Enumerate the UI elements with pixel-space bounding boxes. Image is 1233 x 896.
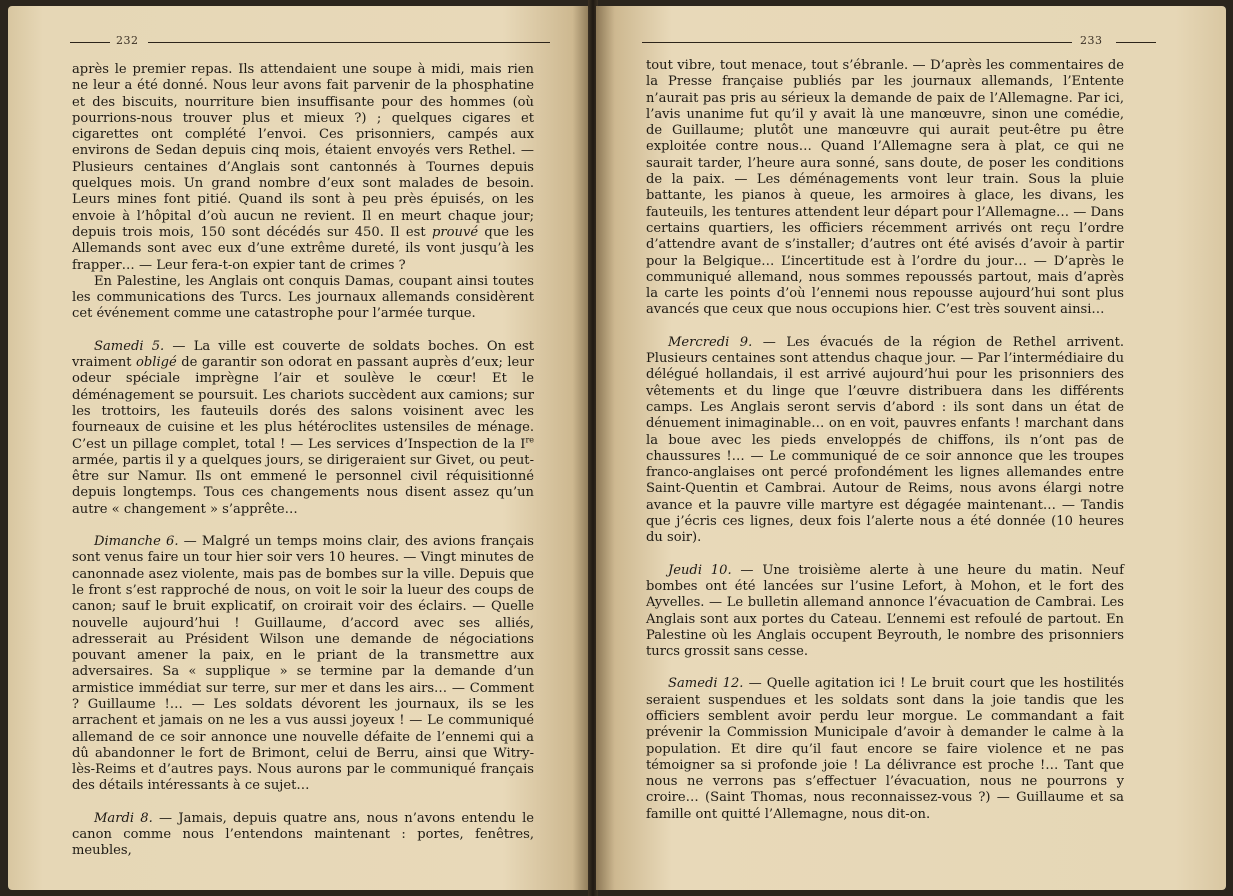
header-rule <box>1116 42 1156 43</box>
paragraph <box>646 563 1124 661</box>
italic-text: prouvé <box>431 224 479 240</box>
italic-text: Mardi 8. <box>94 810 153 826</box>
italic-text: Dimanche 6. <box>94 534 179 550</box>
superscript-text: re <box>525 435 534 445</box>
italic-text: Samedi 5. <box>94 338 165 354</box>
page-number: 233 <box>1080 34 1103 47</box>
paragraph <box>72 62 534 274</box>
page-number: 232 <box>116 34 139 47</box>
right-page-text <box>646 58 1124 823</box>
paragraph-text: — Les évacués de la région de Rethel arrivent. Plusieurs centaines sont attendus chaque jour. — Par l’intermédiaire du délégué hollandais, il est arrivé aujourd’hui pour les prisonniers des vêtements et du linge que l’œuvre distribuera dans les différents camps. Les Anglais seront servis d’abord : ils sont dans un état de dénuement inimaginable… on en voit, pauvres enfants ! marchant dans la boue avec les pieds enveloppés de chiffons, ils n’ont pas de chaussures !… — Le communiqué de ce soir annonce que les troupes franco-anglaises ont percé profondément les lignes allemandes entre Saint-Quentin et Cambrai. Autour de Reims, nous avons élargi notre avance et la pauvre ville martyre est dégagée maintenant… — Tandis que j’écris ces lignes, deux fois l’alerte nous a été donnée (10 heures du soir). <box>646 334 1125 546</box>
paragraph-text: que les Allemands sont avec eux d’une extrême dureté, ils vont jusqu’à les frapper… — Leur fera-t-on expier tant de crimes ? <box>72 224 534 273</box>
right-page-header <box>642 34 1142 50</box>
paragraph <box>646 58 1124 319</box>
paragraph-text: — La ville est couverte de soldats boches. On est vraiment <box>72 338 535 371</box>
paragraph-text: — Malgré un temps moins clair, des avions français sont venus faire un tour hier soir vers 10 heures. — Vingt minutes de canonnade asez violente, mais pas de bombes sur la ville. Depuis que le front s’est rapproché de nous, on voit le soir la lueur des coups de canon; sauf le bruit explicatif, on croirait voir des éclairs. — Quelle nouvelle aujourd’hui ! Guillaume, d’accord avec ses alliés, adresserait au Président Wilson une demande de négociations pouvant amener la paix, en le priant de la transmettre aux adversaires. Sa « supplique » se termine par la demande d’un armistice immédiat sur terre, sur mer et dans les airs… — Comment ? Guillaume !… — Les soldats dévorent les journaux, ils se les arrachent et jamais on ne les a vus aussi joyeux ! — Le communiqué allemand de ce soir annonce une nouvelle défaite de l’ennemi qui a dû abandonner le fort de Brimont, celui de Berru, ainsi que Witry-lès-Reims et d’autres pays. Nous aurons par le communiqué français des détails intéressants à ce sujet… <box>72 534 535 794</box>
paragraph-text: de garantir son odorat en passant auprès d’eux; leur odeur spéciale imprègne l’air et soulève le cœur! Et le déménagement se poursuit. Les chariots succèdent aux camions; sur les trottoirs, les fauteuils dorés des salons voisinent avec les fourneaux de cuisine et les plus hétéroclites ustensiles de ménage. C’est un pillage complet, total ! — Les services d’Inspection de la I <box>72 355 534 452</box>
italic-text: Jeudi 10. <box>668 562 732 578</box>
paragraph-text: — Jamais, depuis quatre ans, nous n’avons entendu le canon comme nous l’entendons maintenant : portes, fenêtres, meubles, <box>72 810 534 859</box>
paragraph-text: — Quelle agitation ici ! Le bruit court que les hostilités seraient suspendues et les soldats sont dans la joie tandis que les officiers semblent avoir perdu leur morgue. Le commandant a fait prévenir la Commission Municipale d’avoir à demander le calme à la population. Et dire qu’il faut encore se faire violence et ne pas témoigner sa si profonde joie ! La délivrance est proche !… Tant que nous ne verrons pas s’effectuer l’évacuation, nous ne pourrons y croire… (Saint Thomas, nous reconnaissez-vous ?) — Guillaume et sa famille ont quitté l’Allemagne, nous dit-on. <box>646 676 1124 822</box>
paragraph-text: après le premier repas. Ils attendaient une soupe à midi, mais rien ne leur a été donné. Nous leur avons fait parvenir de la phosphatine et des biscuits, nourriture bien insuffisante pour des hommes (où pourrions-nous trouver plus et mieux ?) ; quelques cigares et cigarettes ont complété l’envoi. Ces prisonniers, campés aux environs de Sedan depuis cinq mois, étaient envoyés vers Rethel. — Plusieurs centaines d’Anglais sont cantonnés à Tournes depuis quelques mois. Un grand nombre d’eux sont malades de besoin. Leurs mines font pitié. Quand ils sont à peu près épuisés, on les envoie à l’hôpital d’où aucun ne revient. Il en meurt chaque jour; depuis trois mois, 150 sont décédés sur 450. Il est <box>72 62 534 240</box>
paragraph <box>72 811 534 860</box>
paragraph <box>646 676 1124 823</box>
italic-text: obligé <box>136 355 177 371</box>
paragraph-text: — Une troisième alerte à une heure du matin. Neuf bombes ont été lancées sur l’usine Lefort, à Mohon, et le fort des Ayvelles. — Le bulletin allemand annonce l’évacuation de Cambrai. Les Anglais sont aux portes du Cateau. L’ennemi est refoulé de partout. En Palestine où les Anglais occupent Beyrouth, le nombre des prisonniers turcs grossit sans cesse. <box>646 562 1124 660</box>
left-page-text <box>72 62 534 860</box>
paragraph <box>72 534 534 795</box>
left-page <box>8 6 590 890</box>
right-page <box>596 6 1226 890</box>
italic-text: Mercredi 9. <box>668 334 753 350</box>
header-rule <box>148 42 550 43</box>
left-page-header <box>70 34 550 50</box>
paragraph-text: tout vibre, tout menace, tout s’ébranle. — D’après les commentaires de la Presse française publiés par les journaux allemands, l’Entente n’aurait pas pris au sérieux la demande de paix de l’Allemagne. Par ici, l’avis unanime fut qu’il y avait là une manœuvre, sinon une comédie, de Guillaume; plutôt une manœuvre qui aurait peut-être pu être exploitée contre nous… Quand l’Allemagne sera à plat, ce qui ne saurait tarder, l’heure aura sonné, sans doute, de poser les conditions de la paix. — Les déménagements vont leur train. Sous la pluie battante, les pianos à queue, les armoires à glace, les divans, les fauteuils, les tentures attendent leur départ pour l’Allemagne… — Dans certains quartiers, les officiers récemment arrivés ont reçu l’ordre d’attendre avant de s’installer; d’autres ont été avisés d’avoir à partir pour la Belgique… L’incertitude est à l’ordre du jour… — D’après le communiqué allemand, nous sommes repoussés partout, mais d’après la carte les points d’où l’ennemi nous repousse aujourd’hui sont plus avancés que ceux que nous occupions hier. C’est très souvent ainsi… <box>646 58 1124 318</box>
paragraph <box>646 335 1124 547</box>
paragraph <box>72 339 534 518</box>
paragraph-text: armée, partis il y a quelques jours, se dirigeraient sur Givet, ou peut-être sur Namur. Ils ont emmené le personnel civil réquisitionné depuis longtemps. Tous ces changements nous disent assez qu’un autre « changement » s’apprête… <box>72 452 534 517</box>
paragraph-text: En Palestine, les Anglais ont conquis Damas, coupant ainsi toutes les communications des Turcs. Les journaux allemands considèrent cet événement comme une catastrophe pour l’armée turque. <box>72 273 534 322</box>
italic-text: Samedi 12. <box>668 676 744 692</box>
header-rule <box>642 42 1072 43</box>
header-rule <box>70 42 110 43</box>
paragraph <box>72 274 534 323</box>
